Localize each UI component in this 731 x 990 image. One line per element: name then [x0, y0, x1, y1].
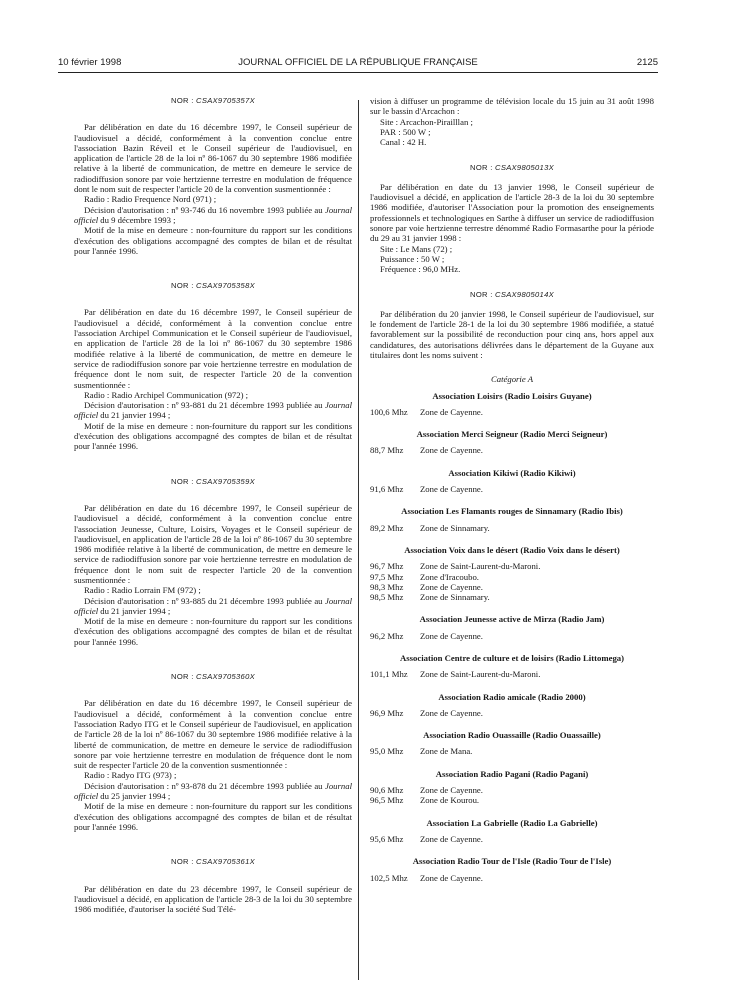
station-entry: [370, 506, 654, 545]
motif-line: Motif de la mise en demeure : non-fourniture du rapport sur les conditions d'exécution des obligations accompagné des comptes de bilan et de résultat pour l'année 1996.: [74, 225, 352, 256]
frequency-value: 88,7 Mhz: [370, 445, 404, 456]
nor-reference: NOR : CSAX9705357X: [171, 96, 255, 105]
nor-reference: NOR : CSAX9805014X: [470, 290, 554, 300]
zone-value: Zone de Mana.: [420, 746, 473, 757]
station-entry: [370, 545, 654, 614]
frequency-row: [370, 561, 654, 571]
frequency-row: [370, 407, 654, 417]
station-entry: [370, 391, 654, 430]
frequency-row: [370, 631, 654, 641]
station-entry: [370, 692, 654, 731]
notice: [74, 281, 352, 451]
zone-value: Zone de Sinnamary.: [420, 592, 490, 603]
frequency-row: [370, 572, 654, 582]
association-name: Association Voix dans le désert (Radio Voix dans le désert): [404, 544, 620, 555]
zone-value: Zone d'Iracoubo.: [420, 571, 479, 582]
radio-line: Radio : Radio Lorrain FM (972) ;: [84, 585, 201, 596]
notice-intro: Par délibération en date du 16 décembre 1997, le Conseil supérieur de l'audiovisuel a décidé, conformément à la convention conclue entre l'association Jeunesse, Culture, Loisirs, Voyages et le Conseil supérieur de l'audiovisuel, en application de l'article 28 de la loi nº 86-1067 du 30 septembre 1986 modifiée relative à la liberté de communication, de mettre en demeure le service de radiodiffusion sonore par voie hertzienne terrestre en modulation de fréquence dont le nom suit de respecter l'article 20 de la convention susmentionnée :: [74, 502, 352, 585]
frequency-row: [370, 582, 654, 592]
frequency-value: 95,6 Mhz: [370, 833, 404, 844]
frequency-row: [370, 669, 654, 679]
notice-intro: Par délibération en date du 16 décembre 1997, le Conseil supérieur de l'audiovisuel a décidé, conformément à la convention conclue entre l'association Bazin Réveil et le Conseil supérieur de l'audiovisuel, en application de l'article 28 de la loi nº 86-1067 du 30 septembre 1986 modifiée relative à la liberté de communication, de mettre en demeure le service de radiodiffusion sonore par voie hertzienne terrestre en modulation de fréquence dont le nom suit de respecter l'article 20 de la convention susmentionnée :: [74, 122, 352, 195]
station-entry: [370, 468, 654, 507]
association-name: Association Radio Ouassaille (Radio Ouassaille): [423, 730, 601, 741]
station-list: [370, 391, 654, 895]
frequency-row: [370, 795, 654, 805]
category-heading: Catégorie A: [490, 374, 534, 385]
association-name: Association Merci Seigneur (Radio Merci Seigneur): [416, 429, 608, 440]
radio-line: Radio : Radio Frequence Nord (971) ;: [84, 194, 217, 205]
frequency-row: [370, 708, 654, 718]
association-name: Association Centre de culture et de loisirs (Radio Littomega): [399, 652, 625, 663]
association-name: Association Loisirs (Radio Loisirs Guyane): [432, 390, 592, 401]
station-entry: [370, 856, 654, 895]
frequency-value: 96,9 Mhz: [370, 707, 404, 718]
motif-line: Motif de la mise en demeure : non-fourniture du rapport sur les conditions d'exécution des obligations accompagné des comptes de bilan et de résultat pour l'année 1996.: [74, 616, 352, 647]
site-line: Site : Arcachon-Pirailllan ;: [380, 116, 473, 127]
site-line: Site : Le Mans (72) ;: [380, 243, 453, 254]
zone-value: Zone de Cayenne.: [420, 406, 483, 417]
association-name: Association Les Flamants rouges de Sinnamary (Radio Ibis): [401, 506, 623, 517]
motif-line: Motif de la mise en demeure : non-fourniture du rapport sur les conditions d'exécution des obligations accompagné des comptes de bilan et de résultat pour l'année 1996.: [74, 420, 352, 452]
station-entry: [370, 429, 654, 468]
zone-value: Zone de Cayenne.: [420, 630, 483, 641]
zone-value: Zone de Saint-Laurent-du-Maroni.: [420, 669, 541, 680]
motif-line: Motif de la mise en demeure : non-fourniture du rapport sur les conditions d'exécution des obligations accompagné des comptes de bilan et de résultat pour l'année 1996.: [74, 801, 352, 832]
frequency-value: 96,7 Mhz: [370, 561, 404, 572]
nor-reference: NOR : CSAX9705361X: [171, 857, 255, 867]
radio-line: Radio : Radio Archipel Communication (972) ;: [84, 389, 249, 400]
zone-value: Zone de Saint-Laurent-du-Maroni.: [420, 561, 541, 572]
frequency-value: 102,5 Mhz: [370, 872, 408, 883]
frequency-value: 98,5 Mhz: [370, 592, 404, 603]
decision-line: Décision d'autorisation : nº 93-885 du 21 décembre 1993 publiée au Journal officiel du 21 janvier 1994 ;: [74, 595, 352, 616]
frequency-value: 90,6 Mhz: [370, 785, 404, 796]
continued-text: vision à diffuser un programme de télévision locale du 15 juin au 31 août 1998 sur le bassin d'Arcachon :: [370, 96, 654, 117]
association-name: Association Radio amicale (Radio 2000): [438, 691, 586, 702]
power-line: Puissance : 50 W ;: [380, 253, 445, 264]
association-name: Association Radio Tour de l'Isle (Radio Tour de l'Isle): [412, 856, 612, 867]
page-header: [58, 57, 658, 71]
notice-intro: Par délibération du 20 janvier 1998, le Conseil supérieur de l'audiovisuel, sur le fondement de l'article 28-1 de la loi du 30 septembre 1986 modifiée, a statué favorablement sur la possibilité de reconduction pour cinq ans, hors appel aux candidatures, des autorisations délivrées dans le département de la Guyane aux titulaires dont les noms suivent :: [370, 308, 654, 360]
decision-line: Décision d'autorisation : nº 93-881 du 21 décembre 1993 publiée au Journal officiel du 21 janvier 1994 ;: [74, 400, 352, 421]
decision-line: Décision d'autorisation : nº 93-746 du 16 novembre 1993 publiée au Journal officiel du 9 décembre 1993 ;: [74, 204, 352, 225]
station-entry: [370, 730, 654, 769]
frequency-value: 95,0 Mhz: [370, 746, 404, 757]
frequency-value: 91,6 Mhz: [370, 484, 404, 495]
frequency-value: 96,5 Mhz: [370, 795, 404, 806]
zone-value: Zone de Cayenne.: [420, 707, 483, 718]
par-line: PAR : 500 W ;: [380, 126, 431, 137]
frequency-value: 101,1 Mhz: [370, 669, 408, 680]
station-entry: [370, 614, 654, 653]
association-name: Association Jeunesse active de Mirza (Radio Jam): [419, 614, 605, 625]
notice: [74, 96, 352, 256]
frequency-row: [370, 873, 654, 883]
notice-intro: Par délibération en date du 13 janvier 1998, le Conseil supérieur de l'audiovisuel a décidé, en application de l'article 28-3 de la loi du 30 septembre 1986 modifiée, d'autoriser l'Association pour la promotion des enseignements professionnels et technologiques en Sarthe à diffuser un service de radiodiffusion sonore par voie hertzienne terrestre dénommé Radio Formasarthe pour la période du 29 au 31 janvier 1998 :: [370, 181, 654, 244]
association-name: Association La Gabrielle (Radio La Gabrielle): [426, 817, 598, 828]
canal-line: Canal : 42 H.: [380, 137, 427, 148]
column-divider: [358, 100, 359, 980]
frequency-row: [370, 523, 654, 533]
frequency-value: 97,5 Mhz: [370, 571, 404, 582]
zone-value: Zone de Sinnamary.: [420, 522, 490, 533]
association-name: Association Kikiwi (Radio Kikiwi): [448, 467, 576, 478]
station-entry: [370, 653, 654, 692]
decision-line: Décision d'autorisation : nº 93-878 du 21 décembre 1993 publiée au Journal officiel du 25 janvier 1994 ;: [74, 780, 352, 802]
zone-value: Zone de Cayenne.: [420, 484, 483, 495]
frequency-value: 89,2 Mhz: [370, 522, 404, 533]
right-column: [370, 96, 654, 895]
nor-reference: NOR : CSAX9705358X: [171, 281, 255, 291]
association-name: Association Radio Pagani (Radio Pagani): [435, 768, 589, 779]
nor-reference: NOR : CSAX9705360X: [171, 672, 255, 682]
notice: [74, 477, 352, 647]
notice-intro: Par délibération en date du 16 décembre 1997, le Conseil supérieur de l'audiovisuel a décidé, conformément à la convention conclue entre l'association Radyo ITG et le Conseil supérieur de l'audiovisuel, en application de l'article 28 de la loi nº 86-1067 du 30 septembre 1986 modifiée relative à la liberté de communication, de mettre en demeure le service de radiodiffusion sonore par voie hertzienne terrestre en modulation de fréquence dont le nom suit de respecter l'article 20 de la convention susmentionnée :: [74, 698, 352, 771]
zone-value: Zone de Cayenne.: [420, 581, 483, 592]
frequency-row: [370, 445, 654, 455]
notice-intro: Par délibération en date du 23 décembre 1997, le Conseil supérieur de l'audiovisuel a décidé, en application de l'article 28-3 de la loi du 30 septembre 1986 modifiée, d'autoriser la société Sud Télé-: [74, 883, 352, 915]
frequency-value: 100,6 Mhz: [370, 406, 408, 417]
frequency-value: 96,2 Mhz: [370, 630, 404, 641]
frequency-row: [370, 592, 654, 602]
page-number: 2125: [636, 57, 658, 68]
frequency-row: [370, 834, 654, 844]
frequency-row: [370, 785, 654, 795]
nor-reference: NOR : CSAX9805013X: [470, 163, 554, 173]
notice: [74, 672, 352, 832]
station-entry: [370, 818, 654, 857]
zone-value: Zone de Cayenne.: [420, 872, 483, 883]
header-date: 10 février 1998: [58, 57, 122, 68]
zone-value: Zone de Kourou.: [420, 795, 480, 806]
zone-value: Zone de Cayenne.: [420, 833, 483, 844]
zone-value: Zone de Cayenne.: [420, 445, 483, 456]
zone-value: Zone de Cayenne.: [420, 785, 483, 796]
notice-intro: Par délibération en date du 16 décembre 1997, le Conseil supérieur de l'audiovisuel a décidé, conformément à la convention conclue entre l'association Archipel Communication et le Conseil supérieur de l'audiovisuel, en application de l'article 28 de la loi nº 86-1067 du 30 septembre 1986 modifiée relative à la liberté de communication, de mettre en demeure le service de radiodiffusion sonore par voie hertzienne terrestre en modulation de fréquence dont le nom suit, de respecter l'article 20 de la convention susmentionnée :: [74, 307, 352, 390]
nor-reference: NOR : CSAX9705359X: [171, 476, 255, 486]
frequency-row: [370, 484, 654, 494]
station-entry: [370, 769, 654, 818]
notice: [74, 857, 352, 914]
frequency-value: 98,3 Mhz: [370, 581, 404, 592]
left-column: [74, 96, 352, 914]
frequency-line: Fréquence : 96,0 MHz.: [380, 264, 461, 275]
header-rule: [58, 72, 658, 73]
journal-title: JOURNAL OFFICIEL DE LA RÉPUBLIQUE FRANÇAISE: [238, 57, 478, 68]
radio-line: Radio : Radyo ITG (973) ;: [84, 770, 177, 781]
frequency-row: [370, 746, 654, 756]
